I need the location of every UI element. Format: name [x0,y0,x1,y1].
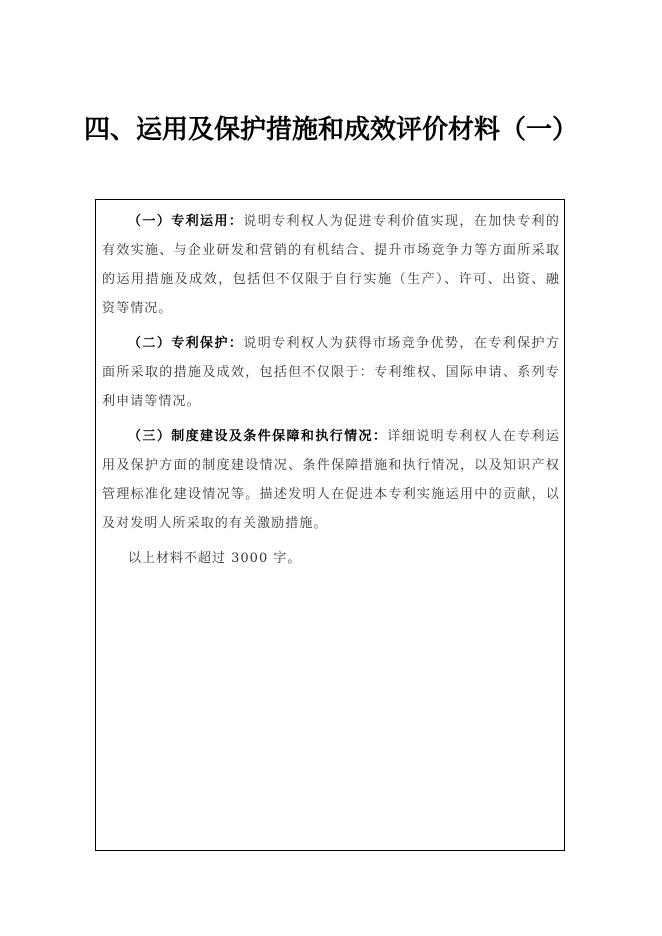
section-heading: （三）制度建设及条件保障和执行情况： [128,429,388,444]
word-limit-note: 以上材料不超过 3000 字。 [128,551,302,566]
section-patent-protection [102,329,560,416]
section-heading: （二）专利保护： [128,336,244,351]
instructions [102,207,560,573]
section-body: 详细说明专利权人在专利运用及保护方面的制度建设情况、条件保障措施和执行情况，以及知识产权管理标准化建设情况等。描述发明人在促进本专利实施运用中的贡献，以及对发明人所采取的有关激励措施。 [102,429,560,531]
form-text-box[interactable] [95,199,565,851]
section-body: 说明专利权人为获得市场竞争优势，在专利保护方面所采取的措施及成效，包括但不仅限于：专利维权、国际申请、系列专利申请等情况。 [102,336,560,409]
page-title: 四、运用及保护措施和成效评价材料（一） [83,115,578,145]
section-patent-utilization [102,207,560,323]
section-heading: （一）专利运用： [128,214,244,229]
section-body: 说明专利权人为促进专利价值实现，在加快专利的有效实施、与企业研发和营销的有机结合、提升市场竞争力等方面所采取的运用措施及成效，包括但不仅限于自行实施（生产）、许可、出资、融资等情况。 [102,214,560,316]
section-system-building [102,422,560,538]
